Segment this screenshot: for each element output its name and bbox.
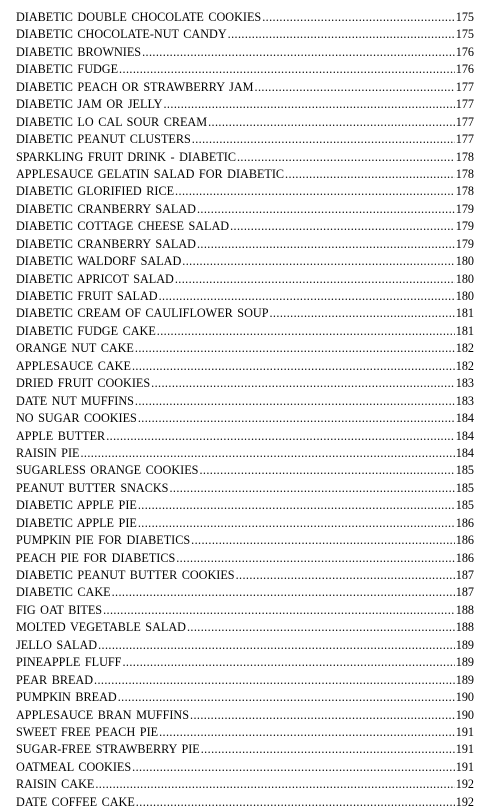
toc-entry (16, 288, 474, 305)
toc-entry (16, 567, 474, 584)
toc-entry-page-number: 180 (455, 289, 474, 303)
toc-entry (16, 183, 474, 200)
toc-entry (16, 253, 474, 270)
toc-entry (16, 672, 474, 689)
toc-entry-page-number: 181 (455, 306, 474, 321)
toc-entry (16, 654, 474, 671)
toc-entry (16, 724, 474, 741)
toc-entry-title: DIABETIC WALDORF SALAD (16, 254, 182, 269)
toc-entry (16, 428, 474, 445)
toc-entry (16, 61, 474, 78)
dot-leader (262, 9, 455, 26)
toc-entry (16, 393, 474, 410)
toc-entry-page-number: 181 (455, 323, 474, 338)
dot-leader (106, 428, 455, 445)
toc-entry-page-number: 188 (455, 620, 474, 635)
toc-entry-page-number: 176 (455, 62, 474, 77)
toc-entry (16, 166, 474, 183)
toc-entry (16, 271, 474, 288)
toc-entry (16, 201, 474, 218)
toc-entry-title: RAISIN PIE (16, 445, 80, 460)
dot-leader (187, 619, 455, 636)
toc-entry-page-number: 189 (455, 655, 474, 670)
toc-entry-title: APPLESAUCE GELATIN SALAD FOR DIABETIC (16, 166, 285, 181)
dot-leader (191, 532, 455, 549)
toc-entry-title: DIABETIC LO CAL SOUR CREAM (16, 114, 208, 129)
toc-entry-title: SUGARLESS ORANGE COOKIES (16, 463, 199, 478)
toc-entry-title: PEANUT BUTTER SNACKS (16, 480, 169, 495)
toc-entry (16, 462, 474, 479)
dot-leader (199, 462, 454, 479)
toc-entry-title: PUMPKIN PIE FOR DIABETICS (16, 533, 191, 548)
toc-entry-page-number: 178 (455, 166, 474, 181)
toc-entry (16, 305, 474, 322)
toc-entry (16, 9, 474, 26)
toc-entry-title: DIABETIC CHOCOLATE-NUT CANDY (16, 27, 227, 42)
toc-entry (16, 794, 474, 811)
toc-entry (16, 619, 474, 636)
dot-leader (132, 358, 455, 375)
dot-leader (94, 672, 455, 689)
toc-entry-title: DIABETIC JAM OR JELLY (16, 97, 163, 112)
toc-entry-title: SPARKLING FRUIT DRINK - DIABETIC (16, 149, 236, 164)
toc-entry (16, 776, 474, 793)
toc-entry-page-number: 184 (455, 445, 474, 460)
toc-entry-title: DIABETIC PEANUT BUTTER COOKIES (16, 568, 235, 582)
toc-entry-title: DIABETIC DOUBLE CHOCOLATE COOKIES (16, 10, 262, 24)
toc-entry (16, 236, 474, 253)
toc-entry-title: DIABETIC CRANBERRY SALAD (16, 201, 196, 216)
toc-entry-title: DIABETIC CAKE (16, 585, 111, 600)
toc-entry-page-number: 192 (455, 777, 474, 792)
toc-entry (16, 410, 474, 427)
toc-entry (16, 323, 474, 340)
dot-leader (95, 776, 454, 793)
dot-leader (159, 288, 455, 305)
toc-entry-title: DIABETIC APPLE PIE (16, 498, 137, 513)
toc-entry-title: DIABETIC CREAM OF CAULIFLOWER SOUP (16, 306, 269, 321)
toc-entry-page-number: 177 (455, 132, 474, 147)
dot-leader (159, 724, 455, 741)
toc-entry (16, 44, 474, 61)
toc-entry-title: DATE NUT MUFFINS (16, 393, 134, 408)
dot-leader (163, 96, 454, 113)
toc-entry-page-number: 182 (455, 358, 474, 373)
toc-entry-title: APPLESAUCE BRAN MUFFINS (16, 707, 189, 722)
toc-entry-title: SWEET FREE PEACH PIE (16, 724, 159, 739)
dot-leader (228, 26, 455, 43)
toc-entry (16, 707, 474, 724)
dot-leader (122, 654, 454, 671)
toc-entry-title: ORANGE NUT CAKE (16, 341, 134, 356)
toc-entry-title: PINEAPPLE FLUFF (16, 655, 122, 670)
toc-entry-page-number: 177 (455, 114, 474, 129)
toc-entry-page-number: 185 (455, 480, 474, 495)
toc-entry-page-number: 178 (455, 149, 474, 164)
toc-entry-page-number: 183 (455, 376, 474, 391)
dot-leader (208, 114, 455, 131)
toc-entry (16, 515, 474, 532)
toc-entry-page-number: 178 (455, 184, 474, 199)
toc-entry-page-number: 190 (455, 690, 474, 705)
toc-entry-page-number: 186 (455, 515, 474, 530)
toc-entry (16, 218, 474, 235)
dot-leader (175, 271, 455, 288)
toc-entry-title: DIABETIC APPLE PIE (16, 515, 137, 530)
toc-entry-page-number: 185 (455, 498, 474, 513)
dot-leader (230, 218, 455, 235)
toc-entry (16, 497, 474, 514)
dot-leader (285, 166, 455, 183)
toc-entry-title: APPLE BUTTER (16, 428, 106, 443)
dot-leader (103, 602, 455, 619)
dot-leader (192, 131, 455, 148)
toc-entry-title: SUGAR-FREE STRAWBERRY PIE (16, 742, 200, 757)
toc-entry (16, 375, 474, 392)
dot-leader (118, 689, 455, 706)
dot-leader (136, 794, 455, 811)
toc-entry-page-number: 177 (455, 97, 474, 112)
toc-entry-page-number: 179 (455, 236, 474, 251)
toc-entry-title: PEAR BREAD (16, 672, 94, 687)
toc-entry-page-number: 189 (455, 672, 474, 687)
dot-leader (142, 44, 455, 61)
toc-entry-title: DIABETIC FRUIT SALAD (16, 289, 158, 303)
dot-leader (151, 375, 455, 392)
toc-entry-title: FIG OAT BITES (16, 602, 103, 617)
dot-leader (119, 61, 455, 78)
dot-leader (269, 305, 454, 322)
dot-leader (197, 201, 455, 218)
dot-leader (138, 410, 455, 427)
toc-entry-title: DIABETIC PEACH OR STRAWBERRY JAM (16, 79, 254, 94)
toc-entry (16, 550, 474, 567)
toc-entry-title: DATE COFFEE CAKE (16, 794, 135, 809)
dot-leader (201, 741, 455, 758)
toc-entry-page-number: 186 (455, 533, 474, 548)
toc-entry (16, 149, 474, 166)
toc-entry-title: JELLO SALAD (16, 637, 98, 652)
toc-entry (16, 637, 474, 654)
toc-entry-page-number: 176 (455, 44, 474, 59)
dot-leader (138, 515, 455, 532)
toc-entry-title: NO SUGAR COOKIES (16, 411, 137, 426)
toc-entry (16, 26, 474, 43)
toc-entry-title: APPLESAUCE CAKE (16, 358, 131, 373)
toc-entry-title: DIABETIC FUDGE (16, 62, 119, 77)
toc-entry (16, 79, 474, 96)
toc-entry-title: DIABETIC GLORIFIED RICE (16, 184, 175, 199)
dot-leader (175, 183, 455, 200)
dot-leader (112, 584, 455, 601)
toc-entry-page-number: 190 (455, 707, 474, 722)
toc-entry-page-number: 191 (455, 759, 474, 774)
toc-entry-title: RAISIN CAKE (16, 777, 95, 792)
toc-entry-page-number: 192 (455, 794, 474, 809)
dot-leader (132, 759, 455, 776)
toc-entry (16, 689, 474, 706)
toc-entry-page-number: 185 (455, 463, 474, 478)
dot-leader (182, 253, 454, 270)
toc-entry-page-number: 188 (455, 602, 474, 617)
toc-entry (16, 96, 474, 113)
toc-entry-title: MOLTED VEGETABLE SALAD (16, 620, 186, 635)
toc-entry-title: DIABETIC APRICOT SALAD (16, 271, 174, 286)
toc-entry (16, 131, 474, 148)
toc-entry (16, 480, 474, 497)
toc-entry-page-number: 177 (455, 79, 474, 94)
toc-entry-title: DIABETIC FUDGE CAKE (16, 323, 156, 338)
toc-entry-page-number: 184 (455, 428, 474, 443)
dot-leader (80, 445, 454, 462)
toc-entry-title: DRIED FRUIT COOKIES (16, 376, 151, 391)
dot-leader (197, 236, 455, 253)
toc-entry-title: DIABETIC PEANUT CLUSTERS (16, 132, 191, 147)
toc-entry-page-number: 187 (455, 585, 474, 600)
dot-leader (190, 707, 455, 724)
dot-leader (255, 79, 455, 96)
toc-entry-page-number: 179 (455, 219, 474, 234)
toc-entry-title: OATMEAL COOKIES (16, 759, 132, 774)
toc-entry-page-number: 191 (455, 724, 474, 739)
toc-entry-page-number: 183 (455, 393, 474, 408)
toc-entry-page-number: 187 (455, 568, 474, 582)
toc-entry-title: PUMPKIN BREAD (16, 690, 117, 705)
toc-entry-page-number: 180 (455, 254, 474, 269)
toc-entry (16, 584, 474, 601)
dot-leader (176, 550, 454, 567)
toc-entry-page-number: 180 (455, 271, 474, 286)
dot-leader (237, 149, 455, 166)
toc-entry-page-number: 184 (455, 411, 474, 426)
toc-entry (16, 445, 474, 462)
dot-leader (236, 567, 455, 584)
toc-entry-page-number: 179 (455, 201, 474, 216)
dot-leader (98, 637, 455, 654)
toc-entry (16, 741, 474, 758)
toc-entry (16, 602, 474, 619)
dot-leader (157, 323, 455, 340)
toc-entry-title: DIABETIC BROWNIES (16, 44, 142, 59)
toc-entry (16, 532, 474, 549)
toc-entry-page-number: 175 (455, 27, 474, 42)
toc-entry-page-number: 189 (455, 637, 474, 652)
toc-entry-title: PEACH PIE FOR DIABETICS (16, 550, 176, 565)
table-of-contents (16, 9, 474, 811)
toc-entry (16, 759, 474, 776)
toc-entry-page-number: 186 (455, 550, 474, 565)
dot-leader (138, 497, 455, 514)
toc-entry (16, 114, 474, 131)
toc-entry (16, 340, 474, 357)
dot-leader (135, 393, 455, 410)
toc-entry-page-number: 175 (455, 10, 474, 24)
toc-entry (16, 358, 474, 375)
toc-entry-page-number: 182 (455, 341, 474, 356)
dot-leader (169, 480, 454, 497)
dot-leader (135, 340, 455, 357)
toc-entry-page-number: 191 (455, 742, 474, 757)
toc-entry-title: DIABETIC COTTAGE CHEESE SALAD (16, 219, 230, 234)
toc-entry-title: DIABETIC CRANBERRY SALAD (16, 236, 196, 251)
